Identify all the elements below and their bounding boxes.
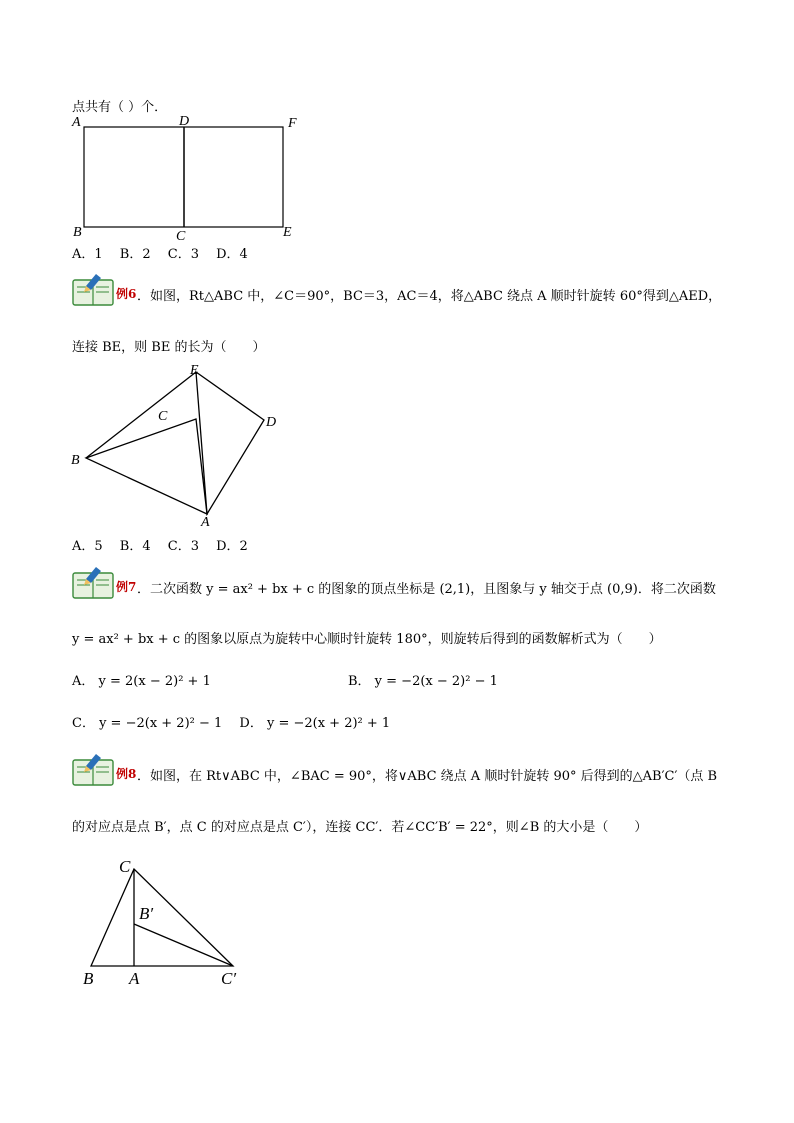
- label-B: B: [71, 453, 80, 468]
- ex6-options: A．5 B．4 C．3 D．2: [72, 539, 248, 554]
- label-C: C: [158, 409, 168, 424]
- ex7-label: 例7: [116, 580, 137, 594]
- label-B: B: [73, 225, 82, 240]
- ex8-question-line1: ．如图，在 Rt∨ABC 中，∠BAC = 90°，将∨ABC 绕点 A 顺时针旋转 90° 后得到的△AB′C′（点 B: [137, 769, 718, 784]
- ex8-question-line2: 的对应点是点 B′，点 C 的对应点是点 C′），连接 CC′．若∠CC′B′ = 22°，则∠B 的大小是（ ）: [72, 820, 648, 835]
- label-A: A: [72, 115, 81, 130]
- label-A: A: [129, 969, 140, 988]
- label-E: E: [190, 363, 199, 378]
- ex6-question-line1: ．如图，Rt△ABC 中，∠C＝90°，BC＝3，AC＝4，将△ABC 绕点 A 顺时针旋转 60°得到△AED，: [137, 289, 722, 304]
- label-C: C: [119, 857, 131, 876]
- ex7-question-line2: y = ax² + bx + c 的图象以原点为旋转中心顺时针旋转 180°，则旋转后得到的函数解析式为（ ）: [72, 632, 662, 647]
- label-A: A: [201, 515, 210, 530]
- ex8-label: 例8: [116, 767, 137, 781]
- ex7-question-line1: ．二次函数 y = ax² + bx + c 的图象的顶点坐标是 (2,1)，且图象与 y 轴交于点 (0,9)．将二次函数: [137, 582, 716, 597]
- ex7-option-a: A． y = 2(x − 2)² + 1: [72, 674, 211, 689]
- label-C-prime: C′: [221, 969, 237, 988]
- label-C: C: [176, 229, 186, 244]
- label-E: E: [283, 225, 292, 240]
- q5-options: A．1 B．2 C．3 D．4: [72, 247, 248, 262]
- label-D: D: [179, 114, 190, 129]
- book-pencil-icon: [72, 272, 116, 306]
- label-D: D: [266, 415, 277, 430]
- ex7-option-b: B． y = −2(x − 2)² − 1: [348, 674, 498, 689]
- ex7-option-cd: C． y = −2(x + 2)² − 1 D． y = −2(x + 2)² + 1: [72, 716, 391, 731]
- label-B-prime: B′: [139, 904, 154, 923]
- book-pencil-icon: [72, 752, 116, 786]
- ex6-triangle-figure: [66, 362, 296, 534]
- label-B: B: [83, 969, 94, 988]
- q5-text-tail: 点共有（ ）个．: [72, 100, 168, 115]
- book-pencil-icon: [72, 565, 116, 599]
- ex6-question-line2: 连接 BE，则 BE 的长为（ ）: [72, 340, 266, 355]
- label-F: F: [288, 116, 297, 131]
- q5-rectangle-figure: [66, 112, 306, 244]
- ex8-triangle-figure: [76, 852, 256, 992]
- ex6-label: 例6: [116, 287, 137, 301]
